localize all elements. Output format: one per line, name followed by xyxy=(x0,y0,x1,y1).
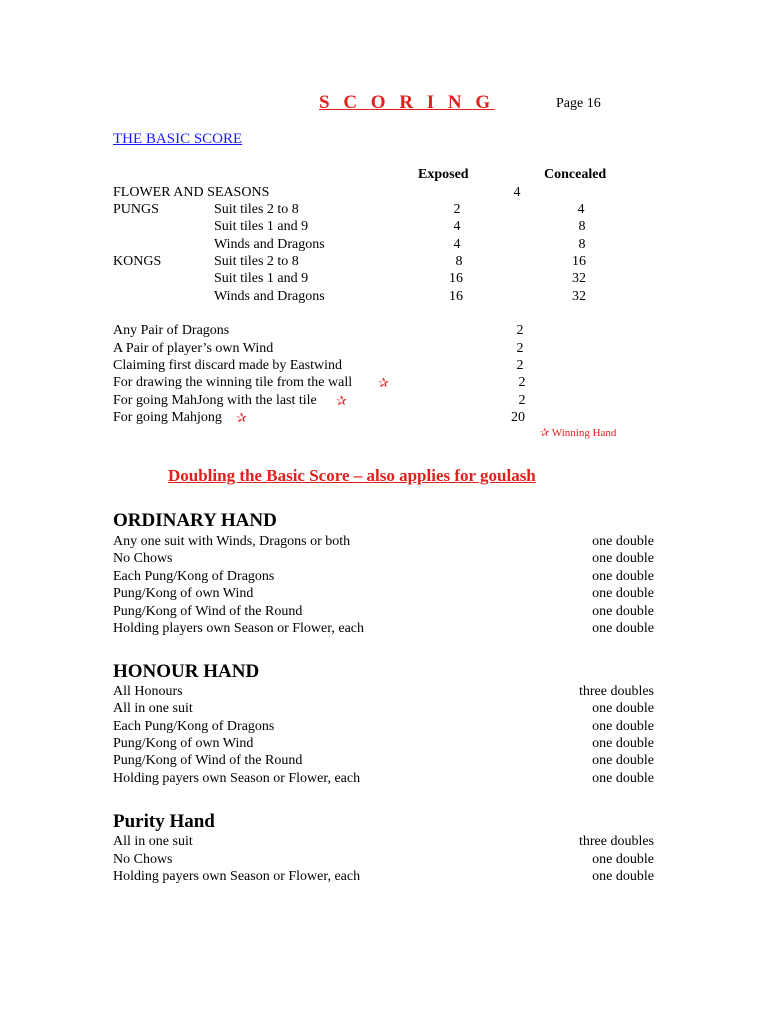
winning-star-icon: ✰ xyxy=(540,427,550,439)
honour-row-label: Pung/Kong of own Wind xyxy=(113,736,254,751)
score-desc: Suit tiles 1 and 9 xyxy=(214,219,309,234)
honour-row-value: one double xyxy=(592,701,654,716)
honour-row-value: one double xyxy=(592,736,654,751)
score-exposed: 16 xyxy=(449,271,463,286)
honour-row-value: one double xyxy=(592,771,654,786)
winning-star-icon: ✰ xyxy=(236,410,247,425)
col-exposed-header: Exposed xyxy=(418,167,469,182)
extra-label: Any Pair of Dragons xyxy=(113,323,230,338)
purity-row-value: one double xyxy=(592,852,654,867)
extra-value: 2 xyxy=(518,393,526,408)
honour-hand-heading: HONOUR HAND xyxy=(113,661,260,682)
extra-value: 2 xyxy=(516,341,524,356)
basic-score-heading: THE BASIC SCORE xyxy=(113,131,243,147)
score-desc: Winds and Dragons xyxy=(214,237,325,252)
ordinary-row-label: Holding players own Season or Flower, each xyxy=(113,621,364,636)
score-concealed: 16 xyxy=(572,254,586,269)
kongs-label: KONGS xyxy=(113,254,162,269)
purity-row-value: one double xyxy=(592,869,654,884)
extra-value: 20 xyxy=(511,410,525,425)
score-exposed: 4 xyxy=(453,219,461,234)
ordinary-row-value: one double xyxy=(592,586,654,601)
purity-hand-heading: Purity Hand xyxy=(113,811,215,832)
extra-label: Claiming first discard made by Eastwind xyxy=(113,358,343,373)
purity-row-value: three doubles xyxy=(578,834,654,849)
score-concealed: 32 xyxy=(572,271,586,286)
ordinary-hand-heading: ORDINARY HAND xyxy=(113,510,277,531)
winning-hand-legend xyxy=(540,426,616,439)
ordinary-row-value: one double xyxy=(592,569,654,584)
honour-row-value: three doubles xyxy=(578,684,654,699)
score-exposed: 8 xyxy=(455,254,463,269)
extra-value: 2 xyxy=(516,323,524,338)
score-concealed: 4 xyxy=(577,202,585,217)
score-desc: Suit tiles 2 to 8 xyxy=(214,254,299,269)
score-concealed: 32 xyxy=(572,289,586,304)
flower-label: FLOWER AND SEASONS xyxy=(113,185,270,200)
honour-row-label: All in one suit xyxy=(113,701,193,716)
score-desc: Suit tiles 1 and 9 xyxy=(214,271,309,286)
ordinary-row-label: No Chows xyxy=(113,551,173,566)
ordinary-row-value: one double xyxy=(592,604,654,619)
honour-row-label: All Honours xyxy=(113,684,183,699)
col-concealed-header: Concealed xyxy=(544,167,607,182)
page-title: S C O R I N G xyxy=(319,92,495,113)
ordinary-row-label: Any one suit with Winds, Dragons or both xyxy=(113,534,351,549)
extra-value: 2 xyxy=(516,358,524,373)
winning-star-icon: ✰ xyxy=(378,375,389,390)
score-desc: Winds and Dragons xyxy=(214,289,325,304)
ordinary-row-label: Each Pung/Kong of Dragons xyxy=(113,569,275,584)
ordinary-row-label: Pung/Kong of own Wind xyxy=(113,586,254,601)
doubling-heading: Doubling the Basic Score – also applies for goulash xyxy=(168,466,536,485)
purity-row-label: Holding payers own Season or Flower, each xyxy=(113,869,361,884)
extra-label: For going Mahjong xyxy=(113,410,222,425)
score-concealed: 8 xyxy=(578,237,586,252)
honour-row-value: one double xyxy=(592,753,654,768)
purity-row-label: All in one suit xyxy=(113,834,193,849)
ordinary-row-label: Pung/Kong of Wind of the Round xyxy=(113,604,303,619)
legend-text: Winning Hand xyxy=(551,427,617,439)
pungs-label: PUNGS xyxy=(113,202,159,217)
honour-row-label: Each Pung/Kong of Dragons xyxy=(113,719,275,734)
ordinary-row-value: one double xyxy=(592,534,654,549)
winning-star-icon: ✰ xyxy=(336,393,347,408)
honour-row-label: Holding payers own Season or Flower, each xyxy=(113,771,361,786)
purity-row-label: No Chows xyxy=(113,852,173,867)
honour-row-value: one double xyxy=(592,719,654,734)
score-exposed: 16 xyxy=(449,289,463,304)
extra-label: For going MahJong with the last tile xyxy=(113,393,317,408)
score-exposed: 2 xyxy=(453,202,461,217)
flower-value: 4 xyxy=(513,185,521,200)
extra-label: For drawing the winning tile from the wall xyxy=(113,375,353,390)
honour-row-label: Pung/Kong of Wind of the Round xyxy=(113,753,303,768)
extra-value: 2 xyxy=(518,375,526,390)
score-concealed: 8 xyxy=(578,219,586,234)
score-desc: Suit tiles 2 to 8 xyxy=(214,202,299,217)
extra-label: A Pair of player’s own Wind xyxy=(113,341,274,356)
page-number: Page 16 xyxy=(556,96,601,111)
ordinary-row-value: one double xyxy=(592,621,654,636)
ordinary-row-value: one double xyxy=(592,551,654,566)
score-exposed: 4 xyxy=(453,237,461,252)
